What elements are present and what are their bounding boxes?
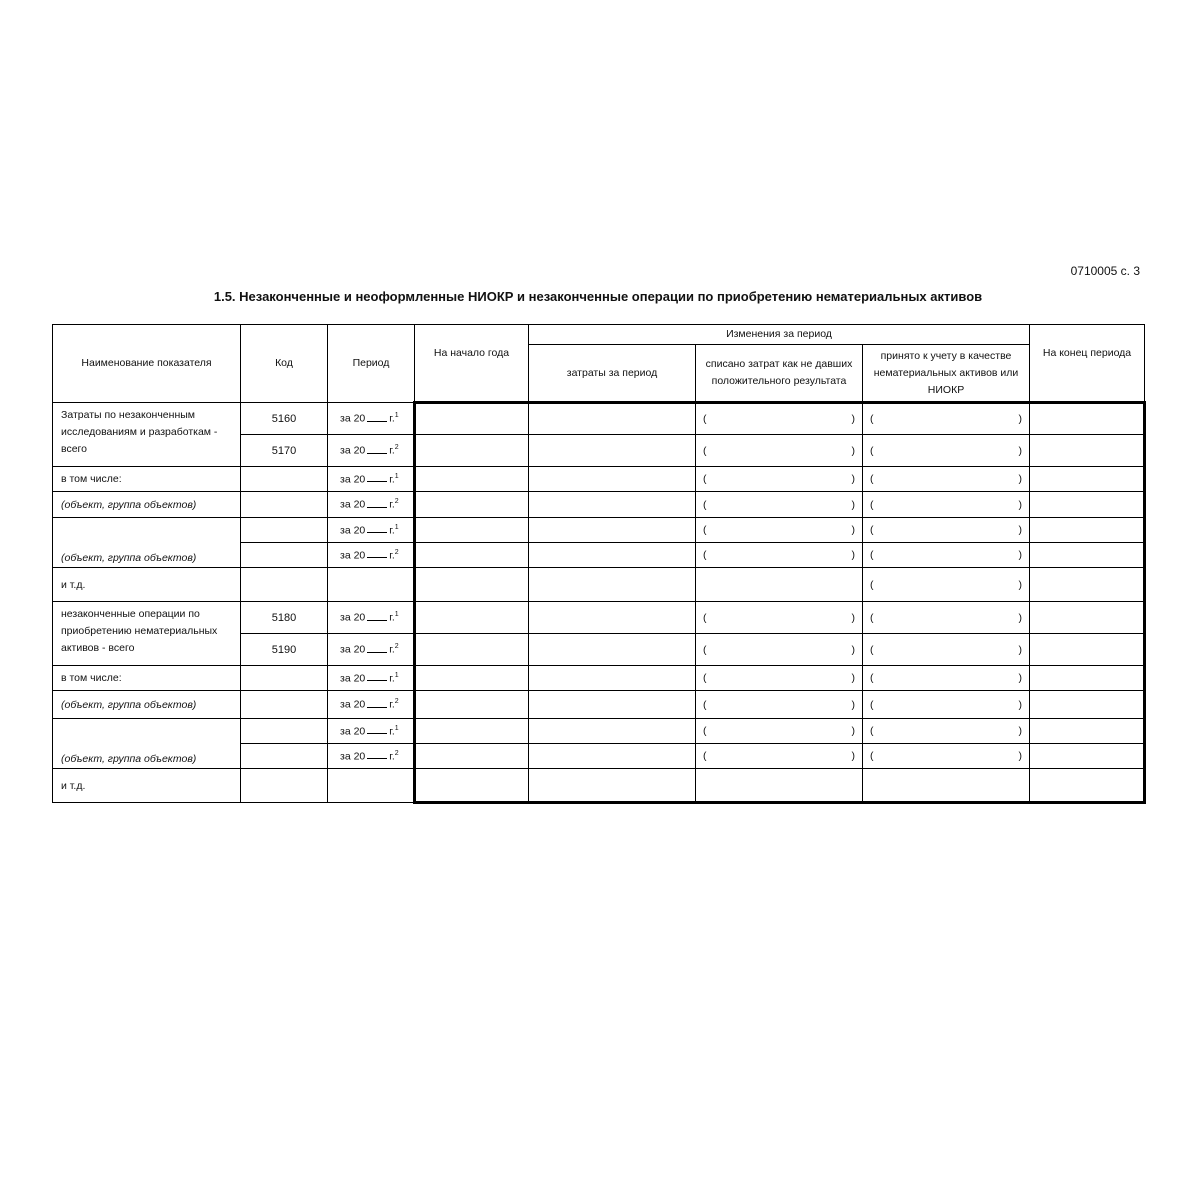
value-written-off[interactable]: ( ) (696, 518, 863, 543)
value-costs[interactable] (529, 719, 696, 744)
row-code (241, 492, 328, 518)
row-name-5160: Затраты по незаконченным исследованиям и разработкам - всего (53, 403, 241, 467)
value-end[interactable] (1030, 691, 1145, 719)
value-written-off[interactable]: ( ) (696, 403, 863, 435)
value-end[interactable] (1030, 568, 1145, 602)
row-name-incl: в том числе: (53, 666, 241, 691)
value-written-off[interactable] (696, 568, 863, 602)
value-start[interactable] (415, 435, 529, 467)
value-costs[interactable] (529, 666, 696, 691)
value-end[interactable] (1030, 719, 1145, 744)
value-end[interactable] (1030, 518, 1145, 543)
value-start[interactable] (415, 691, 529, 719)
row-name-object: (объект, группа объектов) (53, 719, 241, 769)
col-changes-header: Изменения за период (529, 325, 1030, 345)
value-written-off[interactable]: ( ) (696, 744, 863, 769)
table-row (53, 769, 1145, 803)
table-row (53, 492, 1145, 518)
value-accepted[interactable]: ( ) (863, 602, 1030, 634)
row-name-etc: и т.д. (53, 769, 241, 803)
period-cell (328, 568, 415, 602)
row-code (241, 719, 328, 744)
value-start[interactable] (415, 744, 529, 769)
value-start[interactable] (415, 492, 529, 518)
table-row (53, 691, 1145, 719)
col-accepted-header: принято к учету в качестве нематериальных активов или НИОКР (863, 345, 1030, 403)
row-code: 5160 (241, 403, 328, 435)
table-row (53, 602, 1145, 634)
value-accepted[interactable] (863, 769, 1030, 803)
value-costs[interactable] (529, 403, 696, 435)
row-code (241, 666, 328, 691)
value-costs[interactable] (529, 634, 696, 666)
period-cell: за 20 г.$^2$ (328, 435, 415, 467)
row-name-5180: незаконченные операции по приобретению нематериальных активов - всего (53, 602, 241, 666)
value-written-off[interactable]: ( ) (696, 634, 863, 666)
value-written-off[interactable]: ( ) (696, 666, 863, 691)
value-written-off[interactable]: ( ) (696, 719, 863, 744)
row-code (241, 518, 328, 543)
value-end[interactable] (1030, 492, 1145, 518)
period-cell: за 20 г.$^1$ (328, 719, 415, 744)
row-code: 5190 (241, 634, 328, 666)
row-name-object: (объект, группа объектов) (53, 492, 241, 518)
row-name-etc: и т.д. (53, 568, 241, 602)
col-end-header: На конец периода (1030, 325, 1145, 403)
value-end[interactable] (1030, 467, 1145, 492)
niokr-table (52, 324, 1146, 804)
value-start[interactable] (415, 634, 529, 666)
value-costs[interactable] (529, 691, 696, 719)
value-end[interactable] (1030, 769, 1145, 803)
value-accepted[interactable]: ( ) (863, 568, 1030, 602)
value-costs[interactable] (529, 435, 696, 467)
value-accepted[interactable]: ( ) (863, 403, 1030, 435)
value-start[interactable] (415, 602, 529, 634)
value-accepted[interactable]: ( ) (863, 634, 1030, 666)
value-start[interactable] (415, 543, 529, 568)
value-costs[interactable] (529, 568, 696, 602)
period-cell: за 20 г.$^2$ (328, 634, 415, 666)
value-start[interactable] (415, 719, 529, 744)
value-written-off[interactable]: ( ) (696, 492, 863, 518)
value-costs[interactable] (529, 744, 696, 769)
row-name-object: (объект, группа объектов) (53, 518, 241, 568)
value-written-off[interactable] (696, 769, 863, 803)
period-cell: за 20 г.$^2$ (328, 492, 415, 518)
value-accepted[interactable]: ( ) (863, 666, 1030, 691)
table-row (53, 467, 1145, 492)
period-cell (328, 769, 415, 803)
value-end[interactable] (1030, 634, 1145, 666)
table-row (53, 403, 1145, 435)
value-end[interactable] (1030, 602, 1145, 634)
row-code (241, 543, 328, 568)
value-end[interactable] (1030, 435, 1145, 467)
period-cell: за 20 г.$^1$ (328, 518, 415, 543)
period-cell: за 20 г.$^2$ (328, 543, 415, 568)
period-cell: за 20 г.$^1$ (328, 666, 415, 691)
value-costs[interactable] (529, 467, 696, 492)
row-code: 5170 (241, 435, 328, 467)
value-written-off[interactable]: ( ) (696, 543, 863, 568)
table-row (53, 518, 1145, 543)
col-name-header: Наименование показателя (53, 325, 241, 403)
value-start[interactable] (415, 769, 529, 803)
value-start[interactable] (415, 568, 529, 602)
value-end[interactable] (1030, 543, 1145, 568)
value-end[interactable] (1030, 403, 1145, 435)
value-written-off[interactable]: ( ) (696, 602, 863, 634)
period-cell: за 20 г.$^2$ (328, 691, 415, 719)
table-row (53, 719, 1145, 744)
col-costs-header: затраты за период (529, 345, 696, 403)
value-start[interactable] (415, 403, 529, 435)
value-accepted[interactable]: ( ) (863, 719, 1030, 744)
value-written-off[interactable]: ( ) (696, 435, 863, 467)
value-written-off[interactable]: ( ) (696, 691, 863, 719)
value-written-off[interactable]: ( ) (696, 467, 863, 492)
value-costs[interactable] (529, 492, 696, 518)
col-start-header: На начало года (415, 325, 529, 403)
period-cell: за 20 г.$^2$ (328, 744, 415, 769)
table-row (53, 568, 1145, 602)
value-costs[interactable] (529, 769, 696, 803)
period-cell: за 20 г.$^1$ (328, 403, 415, 435)
value-end[interactable] (1030, 744, 1145, 769)
row-code (241, 769, 328, 803)
value-end[interactable] (1030, 666, 1145, 691)
table-row (53, 666, 1145, 691)
col-written-off-header: списано затрат как не давших положительного результата (696, 345, 863, 403)
value-accepted[interactable]: ( ) (863, 435, 1030, 467)
period-cell: за 20 г.$^1$ (328, 602, 415, 634)
row-code (241, 467, 328, 492)
value-costs[interactable] (529, 543, 696, 568)
value-costs[interactable] (529, 518, 696, 543)
period-cell: за 20 г.$^1$ (328, 467, 415, 492)
value-accepted[interactable]: ( ) (863, 467, 1030, 492)
row-code (241, 691, 328, 719)
value-costs[interactable] (529, 602, 696, 634)
value-start[interactable] (415, 666, 529, 691)
row-code (241, 568, 328, 602)
row-name-incl: в том числе: (53, 467, 241, 492)
value-accepted[interactable]: ( ) (863, 691, 1030, 719)
row-name-object: (объект, группа объектов) (53, 691, 241, 719)
col-period-header: Период (328, 325, 415, 403)
value-start[interactable] (415, 518, 529, 543)
col-code-header: Код (241, 325, 328, 403)
row-code (241, 744, 328, 769)
value-accepted[interactable]: ( ) (863, 543, 1030, 568)
value-accepted[interactable]: ( ) (863, 492, 1030, 518)
row-code: 5180 (241, 602, 328, 634)
value-accepted[interactable]: ( ) (863, 744, 1030, 769)
value-start[interactable] (415, 467, 529, 492)
form-code: 0710005 с. 3 (1070, 264, 1140, 278)
section-title: 1.5. Незаконченные и неоформленные НИОКР и незаконченные операции по приобретению нематериальных активов (213, 289, 983, 304)
value-accepted[interactable]: ( ) (863, 518, 1030, 543)
